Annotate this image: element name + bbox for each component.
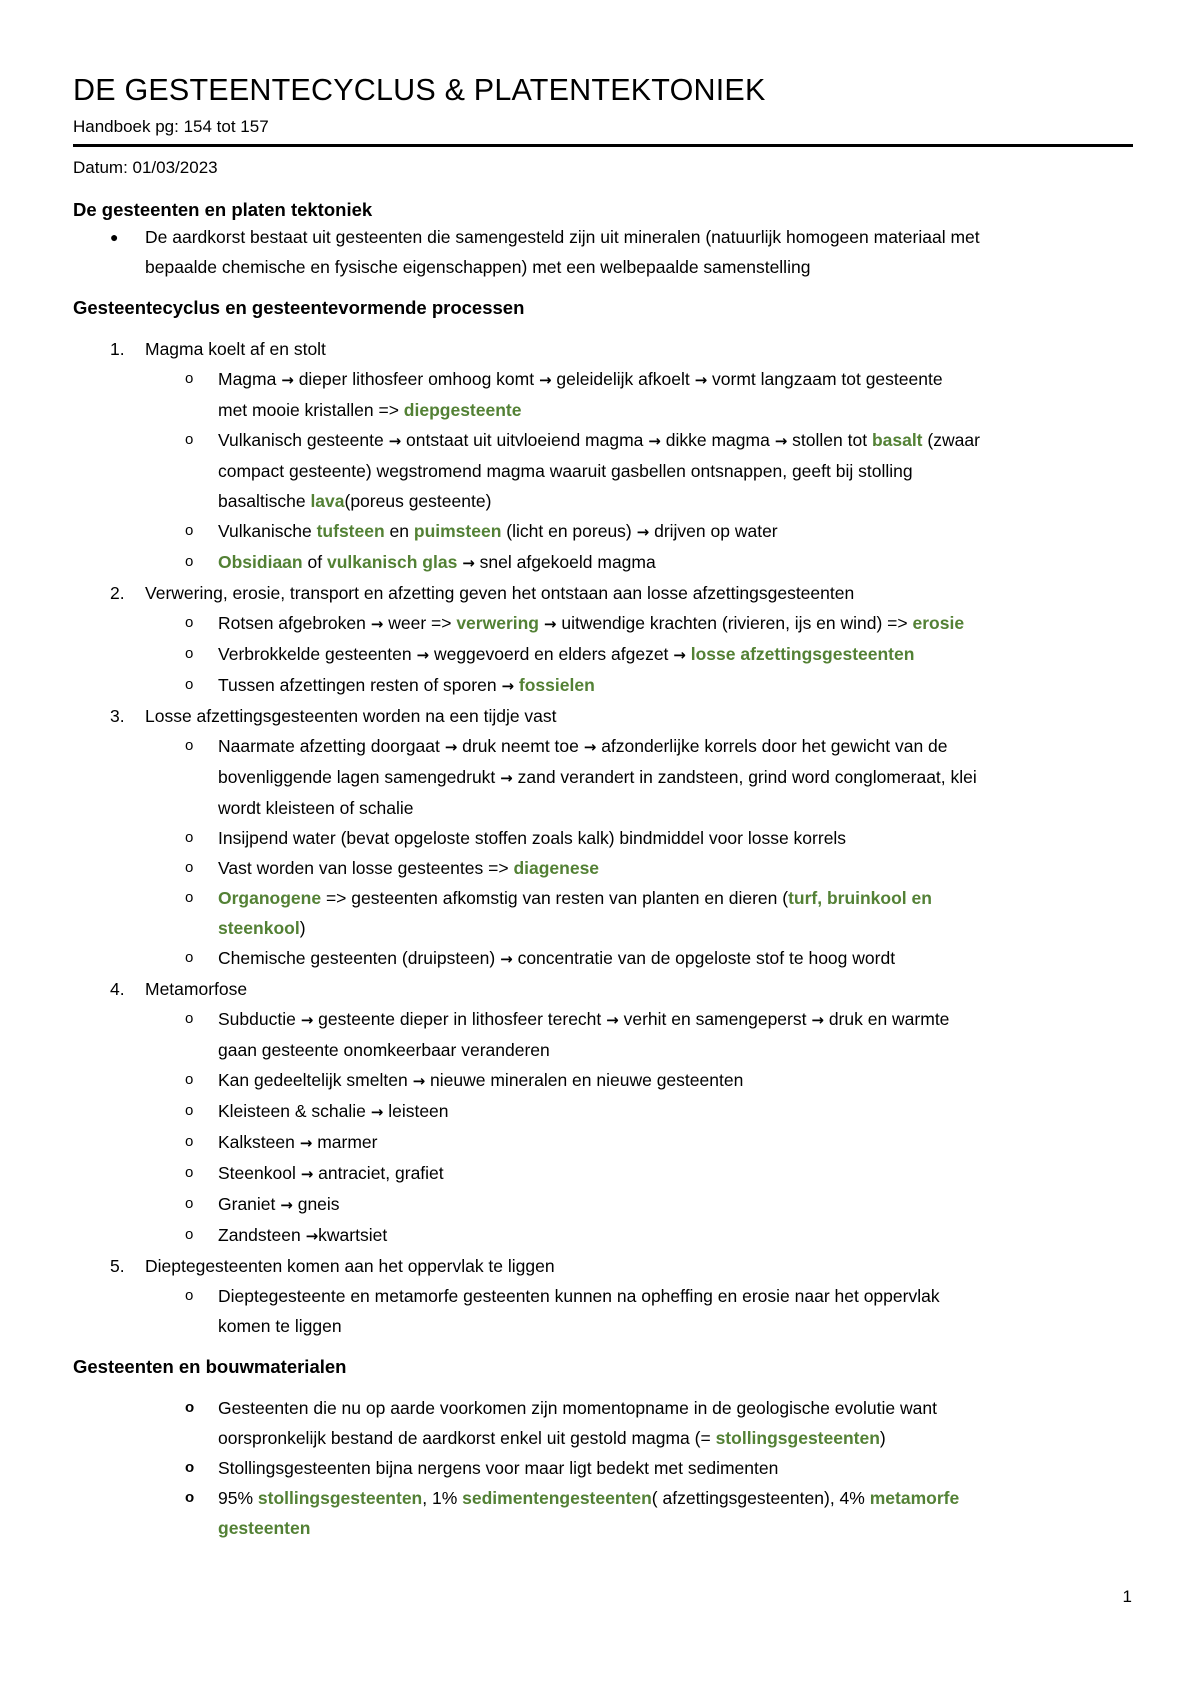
title-divider bbox=[73, 144, 1133, 147]
arrow-icon: → bbox=[416, 646, 430, 664]
circle-bullet-icon: o bbox=[185, 1489, 195, 1506]
sub-item: o Organogene => gesteenten afkomstig van resten van planten en dieren (turf, bruinkool en steenkool) bbox=[73, 883, 1133, 943]
arrow-icon: → bbox=[501, 677, 515, 695]
sub-item: o Obsidiaan of vulkanisch glas → snel afgekoeld magma bbox=[73, 547, 1133, 578]
materials-list bbox=[73, 1393, 1133, 1543]
circle-bullet-icon: o bbox=[185, 829, 194, 846]
sub-item: o Insijpend water (bevat opgeloste stoffen zoals kalk) bindmiddel voor losse korrels bbox=[73, 823, 1133, 853]
arrow-icon: → bbox=[280, 1196, 293, 1214]
sub-item: o Stollingsgesteenten bijna nergens voor maar ligt bedekt met sedimenten bbox=[73, 1453, 1133, 1483]
arrow-icon: → bbox=[388, 432, 402, 450]
sub-item: o 95% stollingsgesteenten, 1% sedimentengesteenten( afzettingsgesteenten), 4% metamorfe gesteenten bbox=[73, 1483, 1133, 1543]
sub-item: o Kleisteen & schalie → leisteen bbox=[73, 1096, 1133, 1127]
process-list bbox=[73, 334, 1133, 1341]
section-heading: De gesteenten en platen tektoniek bbox=[73, 199, 373, 220]
arrow-icon: → bbox=[462, 554, 475, 572]
section-heading: Gesteentecyclus en gesteentevormende processen bbox=[73, 297, 525, 318]
arrow-icon: → bbox=[543, 615, 557, 633]
sub-item: o Chemische gesteenten (druipsteen) → concentratie van de opgeloste stof te hoog wordt bbox=[73, 943, 1133, 974]
circle-bullet-icon: o bbox=[185, 645, 194, 662]
sub-item: o Rotsen afgebroken → weer => verwering → uitwendige krachten (rivieren, ijs en wind) => erosie bbox=[73, 608, 1133, 639]
sub-item: o Vast worden van losse gesteentes => diagenese bbox=[73, 853, 1133, 883]
sub-item: o Zandsteen →kwartsiet bbox=[73, 1220, 1133, 1251]
arrow-icon: → bbox=[305, 1227, 319, 1245]
circle-bullet-icon: o bbox=[185, 522, 194, 539]
circle-bullet-icon: o bbox=[185, 1164, 194, 1181]
arrow-icon: → bbox=[694, 371, 708, 389]
arrow-icon: → bbox=[370, 1103, 384, 1121]
sub-item: o Gesteenten die nu op aarde voorkomen zijn momentopname in de geologische evolutie want oorspronkelijk bestand de aardkorst enkel uit gestold magma (= stollingsgesteenten) bbox=[73, 1393, 1133, 1453]
numbered-item: 2. Verwering, erosie, transport en afzetting geven het ontstaan aan losse afzettingsgesteenten bbox=[110, 583, 855, 603]
circle-bullet-icon: o bbox=[185, 1010, 194, 1027]
circle-bullet-icon: o bbox=[185, 737, 194, 754]
sub-item: o Verbrokkelde gesteenten → weggevoerd en elders afgezet → losse afzettingsgesteenten bbox=[73, 639, 1133, 670]
section-heading: Gesteenten en bouwmaterialen bbox=[73, 1356, 347, 1377]
arrow-icon: → bbox=[281, 371, 294, 389]
arrow-icon: → bbox=[300, 1165, 314, 1183]
arrow-icon: → bbox=[538, 371, 552, 389]
arrow-icon: → bbox=[500, 769, 513, 787]
arrow-icon: → bbox=[606, 1011, 619, 1029]
circle-bullet-icon: o bbox=[185, 859, 194, 876]
page-number: 1 bbox=[1122, 1587, 1132, 1606]
bullet-icon: ● bbox=[110, 229, 119, 245]
sub-item: o Vulkanische tufsteen en puimsteen (licht en poreus) → drijven op water bbox=[73, 516, 1133, 547]
sub-item: o Dieptegesteente en metamorfe gesteenten kunnen na opheffing en erosie naar het oppervlak komen te liggen bbox=[73, 1281, 1133, 1341]
numbered-item: 3. Losse afzettingsgesteenten worden na een tijdje vast bbox=[110, 706, 557, 726]
circle-bullet-icon: o bbox=[185, 1459, 195, 1476]
arrow-icon: → bbox=[811, 1011, 824, 1029]
numbered-item: 5. Dieptegesteenten komen aan het oppervlak te liggen bbox=[110, 1256, 555, 1276]
arrow-icon: → bbox=[444, 738, 458, 756]
sub-item: o Tussen afzettingen resten of sporen → fossielen bbox=[73, 670, 1133, 701]
circle-bullet-icon: o bbox=[185, 1195, 194, 1212]
sub-item: o Vulkanisch gesteente → ontstaat uit uitvloeiend magma → dikke magma → stollen tot basalt (zwaar compact gesteente) wegstromend magma waaruit gasbellen ontsnappen, geeft bij stolling basaltische lava(poreus gesteente) bbox=[73, 425, 1133, 516]
arrow-icon: → bbox=[583, 738, 597, 756]
sub-item: o Naarmate afzetting doorgaat → druk neemt toe → afzonderlijke korrels door het gewicht van de bovenliggende lagen samengedrukt → zand verandert in zandsteen, grind word conglomeraat, klei wordt kleisteen of schalie bbox=[73, 731, 1133, 823]
circle-bullet-icon: o bbox=[185, 1102, 194, 1119]
arrow-icon: → bbox=[300, 1011, 314, 1029]
document-page bbox=[73, 70, 1133, 1543]
arrow-icon: → bbox=[370, 615, 384, 633]
arrow-icon: → bbox=[412, 1072, 426, 1090]
circle-bullet-icon: o bbox=[185, 370, 194, 387]
circle-bullet-icon: o bbox=[185, 1071, 194, 1088]
circle-bullet-icon: o bbox=[185, 949, 194, 966]
doc-title: DE GESTEENTECYCLUS & PLATENTEKTONIEK bbox=[73, 73, 766, 107]
arrow-icon: → bbox=[774, 432, 788, 450]
numbered-item: 4. Metamorfose bbox=[110, 979, 248, 999]
sub-item: o Magma → dieper lithosfeer omhoog komt → geleidelijk afkoelt → vormt langzaam tot gesteente met mooie kristallen => diepgesteente bbox=[73, 364, 1133, 425]
sub-item: o Kan gedeeltelijk smelten → nieuwe mineralen en nieuwe gesteenten bbox=[73, 1065, 1133, 1096]
arrow-icon: → bbox=[673, 646, 686, 664]
circle-bullet-icon: o bbox=[185, 1287, 194, 1304]
list-item: ● De aardkorst bestaat uit gesteenten die samengesteld zijn uit mineralen (natuurlijk homogeen materiaal met bepaalde chemische en fysische eigenschappen) met een welbepaalde samenstelling bbox=[73, 222, 1133, 282]
circle-bullet-icon: o bbox=[185, 1399, 195, 1416]
circle-bullet-icon: o bbox=[185, 431, 194, 448]
circle-bullet-icon: o bbox=[185, 676, 194, 693]
arrow-icon: → bbox=[636, 523, 650, 541]
handbook-reference: Handboek pg: 154 tot 157 bbox=[73, 117, 269, 136]
doc-date: Datum: 01/03/2023 bbox=[73, 158, 218, 177]
sub-item: o Graniet → gneis bbox=[73, 1189, 1133, 1220]
arrow-icon: → bbox=[500, 950, 513, 968]
circle-bullet-icon: o bbox=[185, 553, 194, 570]
circle-bullet-icon: o bbox=[185, 889, 194, 906]
sub-item: o Kalksteen → marmer bbox=[73, 1127, 1133, 1158]
arrow-icon: → bbox=[299, 1134, 313, 1152]
arrow-icon: → bbox=[648, 432, 661, 450]
sub-item: o Steenkool → antraciet, grafiet bbox=[73, 1158, 1133, 1189]
circle-bullet-icon: o bbox=[185, 1133, 194, 1150]
circle-bullet-icon: o bbox=[185, 1226, 194, 1243]
circle-bullet-icon: o bbox=[185, 614, 194, 631]
numbered-item: 1. Magma koelt af en stolt bbox=[110, 339, 326, 359]
sub-item: o Subductie → gesteente dieper in lithosfeer terecht → verhit en samengeperst → druk en warmte gaan gesteente onomkeerbaar veranderen bbox=[73, 1004, 1133, 1065]
